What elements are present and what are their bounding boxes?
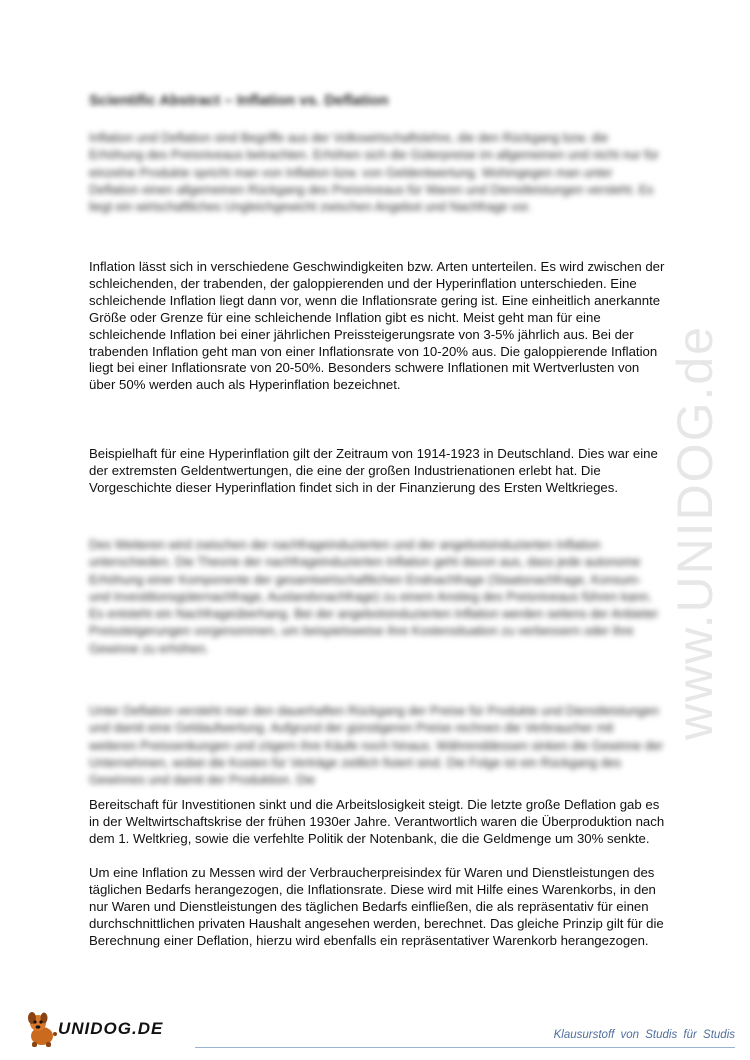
paragraph-inflation-types (89, 259, 669, 394)
paragraph-text: Bereitschaft für Investitionen sinkt und die Arbeitslosigkeit steigt. Die letzte große Deflation gab es in der Weltwirtschaftskrise der frühen 1930er Jahre. Verantwortlich waren die Überproduktion nach dem 1. Weltkrieg, sowie die verfehlte Politik der Notenbank, die die Geldmenge um 30% senkte. (89, 797, 665, 846)
footer-slogan: Klausurstoff von Studis für Studis (553, 1029, 735, 1041)
blurred-paragraph-deflation: Unter Deflation versteht man den dauerhaften Rückgang der Preise für Produkte und Dienstleistungen und damit eine Geldaufwertung. Aufgrund der günstigeren Preise rechnen die Verbraucher mit weiteren Preissenkungen und zögern ihre Käufe noch hinaus. Währenddessen sinken die Gewinne der Unternehmen, wobei die Kosten für Verträge zeitlich fixiert sind. Die Folge ist ein Rückgang des Gewinnes und damit der Produktion. Die (89, 704, 664, 788)
paragraph-hyperinflation-example (89, 446, 669, 497)
watermark-text: www.UNIDOG.de (667, 325, 723, 740)
blurred-intro-paragraph: Inflation und Deflation sind Begriffe aus der Volkswirtschaftslehre, die den Rückgang bzw. die Erhöhung des Preisniveaus betrachten. Erhöhen sich die Güterpreise im allgemeinen und nicht nur für einzelne Produkte spricht man von Inflation bzw. von Geldentwertung. Wohingegen man unter Deflation einen allgemeinen Rückgang des Preisniveaus für Waren und Dienstleistungen versteht. Es liegt ein wirtschaftliches Ungleichgewicht zwischen Angebot und Nachfrage vor. (89, 131, 659, 215)
paragraph-measurement (89, 865, 669, 950)
paragraph-text: Um eine Inflation zu Messen wird der Verbraucherpreisindex für Waren und Dienstleistungen des täglichen Bedarfs herangezogen, die Inflationsrate. Diese wird mit Hilfe eines Warenkorbs, in den nur Waren und Dienstleistungen des täglichen Bedarfs einfließen, die als repräsentativ für einen durchschnittlichen privaten Haushalt angesehen werden, berechnet. Das gleiche Prinzip gilt für die Berechnung einer Deflation, hierzu wird ebenfalls ein repräsentativer Warenkorb herangezogen. (89, 865, 664, 948)
paragraph-deflation-crisis (89, 797, 669, 848)
watermark (640, 270, 750, 750)
paragraph-text: Inflation lässt sich in verschiedene Geschwindigkeiten bzw. Arten unterteilen. Es wird zwischen der schleichenden, der trabenden, der galoppierenden und der Hyperinflation unterschieden. Eine schleichende Inflation liegt dann vor, wenn die Inflationsrate gering ist. Eine einheitlich anerkannte Größe oder Grenze für eine schleichende Inflation gibt es nicht. Meist geht man für eine schleichende Inflation bei einer jährlichen Preissteigerungsrate von 3-5% jährlich aus. Bei der trabenden Inflation geht man von einer Inflationsrate von 10-20% aus. Die galoppierende Inflation liegt bei einer Inflationsrate von 20-50%. Besonders schwere Inflationen mit Wertverlusten von über 50% werden auch als Hyperinflation bezeichnet. (89, 259, 665, 393)
logo-text: UNIDOG.DE (58, 1019, 164, 1038)
paragraph-text: Beispielhaft für eine Hyperinflation gilt der Zeitraum von 1914-1923 in Deutschland. Dies war eine der extremsten Geldentwertungen, die eine der großen Industrienationen erlebt hat. Die Vorgeschichte dieser Hyperinflation findet sich in der Finanzierung des Ersten Weltkrieges. (89, 446, 658, 495)
footer-divider (195, 1047, 735, 1048)
document-title: Scientific Abstract – Inflation vs. Deflation (89, 92, 389, 109)
blurred-paragraph-demand-supply: Des Weiteren wird zwischen der nachfrageinduzierten und der angebotsinduzierten Inflation unterschieden. Die Theorie der nachfrageinduzierten Inflation geht davon aus, dass jede autonome Erhöhung einer Komponente der gesamtwirtschaftlichen Endnachfrage (Staatsnachfrage, Konsum- und Investitionsgüternachfrage, Auslandsnachfrage) zu einem Anstieg des Preisniveaus führen kann. Es entsteht ein Nachfrageüberhang. Bei der angebotsinduzierten Inflation werden seitens der Anbieter Preissteigerungen vorgenommen, um beispielsweise ihre Kostensituation zu verbessern oder ihre Gewinne zu erhöhen. (89, 538, 659, 656)
